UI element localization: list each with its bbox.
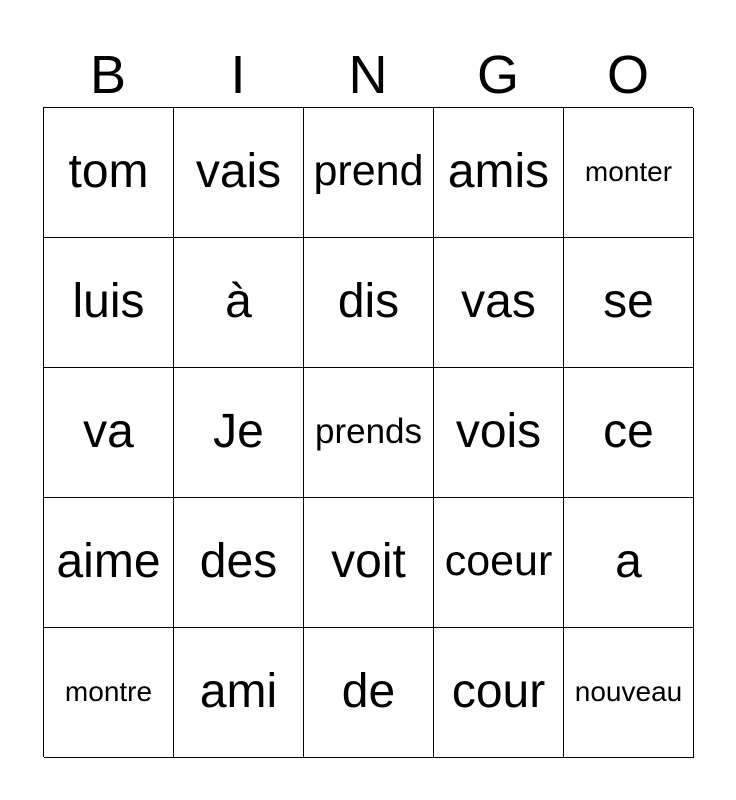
header-letter-b: B — [89, 45, 127, 105]
bingo-cell[interactable]: a — [564, 498, 694, 628]
bingo-cell[interactable]: monter — [564, 108, 694, 238]
header-letter-i: I — [230, 45, 246, 105]
bingo-cell[interactable]: vas — [434, 238, 564, 368]
bingo-cell[interactable]: ami — [174, 628, 304, 758]
bingo-cell[interactable]: aime — [44, 498, 174, 628]
bingo-cell[interactable]: luis — [44, 238, 174, 368]
bingo-header — [43, 42, 693, 108]
bingo-cell[interactable]: prends — [304, 368, 434, 498]
bingo-cell[interactable]: dis — [304, 238, 434, 368]
bingo-cell[interactable]: ce — [564, 368, 694, 498]
bingo-cell[interactable]: va — [44, 368, 174, 498]
bingo-cell[interactable]: nouveau — [564, 628, 694, 758]
bingo-cell[interactable]: des — [174, 498, 304, 628]
bingo-cell[interactable]: vois — [434, 368, 564, 498]
bingo-cell[interactable]: montre — [44, 628, 174, 758]
bingo-cell[interactable]: Je — [174, 368, 304, 498]
bingo-card-grid — [43, 107, 693, 757]
bingo-cell[interactable]: coeur — [434, 498, 564, 628]
bingo-cell[interactable]: amis — [434, 108, 564, 238]
bingo-cell[interactable]: cour — [434, 628, 564, 758]
bingo-cell[interactable]: de — [304, 628, 434, 758]
bingo-cell[interactable]: vais — [174, 108, 304, 238]
bingo-cell[interactable]: prend — [304, 108, 434, 238]
bingo-cell[interactable]: à — [174, 238, 304, 368]
header-letter-o: O — [606, 45, 649, 105]
bingo-cell[interactable]: voit — [304, 498, 434, 628]
bingo-cell[interactable]: tom — [44, 108, 174, 238]
header-letter-g: G — [476, 45, 519, 105]
header-letter-n: N — [348, 45, 388, 105]
bingo-cell[interactable]: se — [564, 238, 694, 368]
